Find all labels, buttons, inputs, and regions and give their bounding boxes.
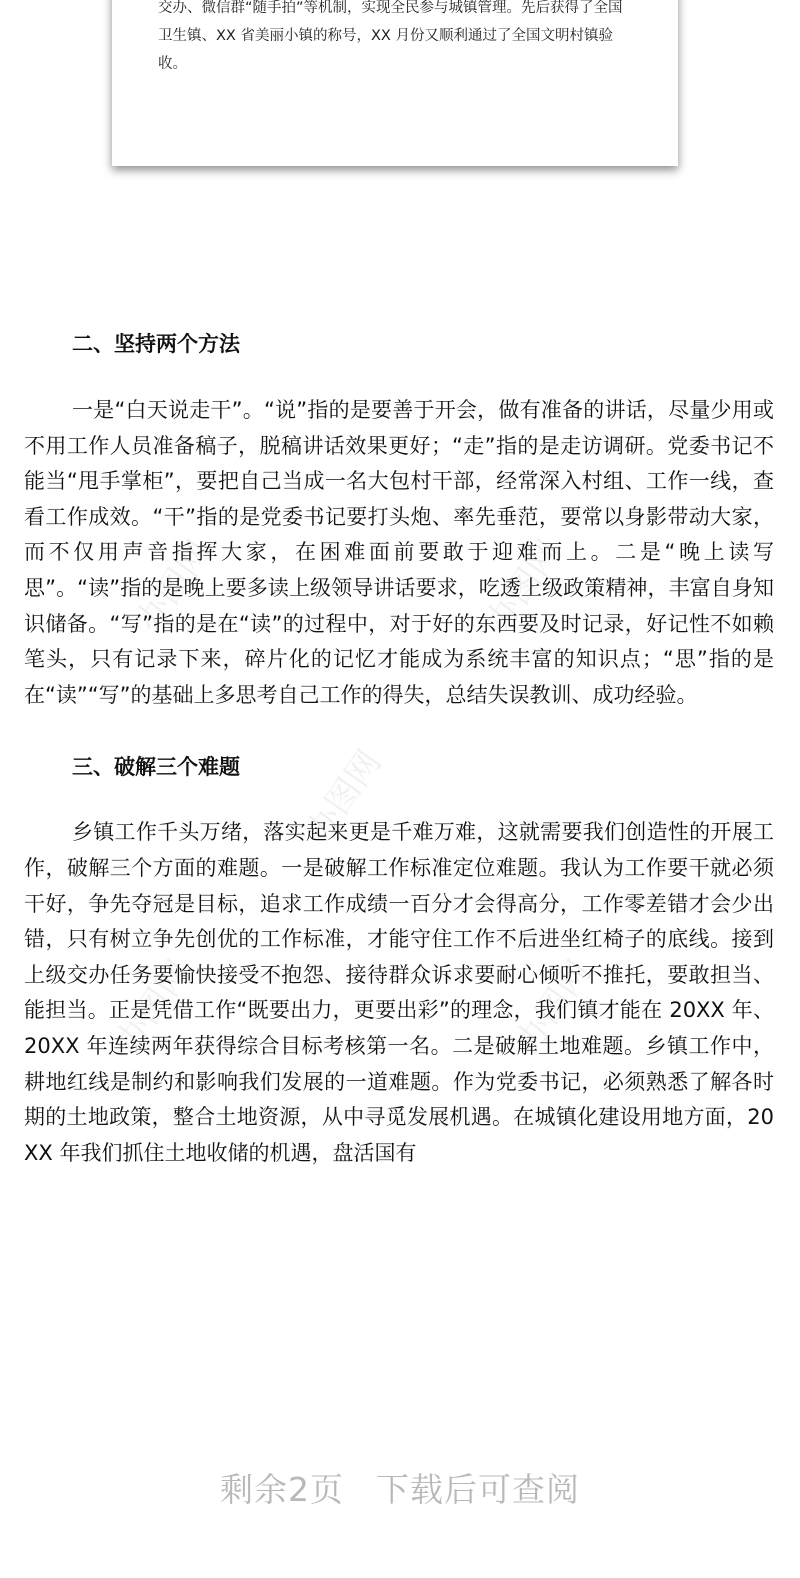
previous-page-card: [112, 0, 678, 166]
card-paragraph: 交办、微信群“随手拍”等机制，实现全民参与城镇管理。先后获得了全国卫生镇、XX 省美丽小镇的称号，XX 月份又顺利通过了全国文明村镇验收。: [158, 0, 623, 72]
download-to-read-label: 下载后可查阅: [376, 1470, 580, 1509]
section-heading: 三、破解三个难题: [72, 755, 240, 780]
section-paragraph: 一是“白天说走干”。“说”指的是要善于开会，做有准备的讲话，尽量少用或不用工作人员准备稿子，脱稿讲话效果更好；“走”指的是走访调研。党委书记不能当“甩手掌柜”，要把自己当成一名大包村干部，经常深入村组、工作一线，查看工作成效。“干”指的是党委书记要打头炮、率先垂范，要常以身影带动大家，而不仅用声音指挥大家，在困难面前要敢于迎难而上。二是“晚上读写思”。“读”指的是晚上要多读上级领导讲话要求，吃透上级政策精神，丰富自身知识储备。“写”指的是在“读”的过程中，对于好的东西要及时记录，好记性不如赖笔头，只有记录下来，碎片化的记忆才能成为系统丰富的知识点；“思”指的是在“读”“写”的基础上多思考自己工作的得失，总结失误教训、成功经验。: [24, 398, 774, 707]
watermark: 办图网: [108, 953, 200, 1060]
document-body: [24, 324, 774, 1171]
download-prompt[interactable]: [0, 1468, 800, 1512]
watermark: 办图网: [478, 533, 570, 640]
section-paragraph: 乡镇工作千头万绪，落实起来更是千难万难，这就需要我们创造性的开展工作，破解三个方面的难题。一是破解工作标准定位难题。我认为工作要干就必须干好，争先夺冠是目标，追求工作成绩一百分才会得高分，工作零差错才会少出错，只有树立争先创优的工作标准，才能守住工作不后进坐红椅子的底线。接到上级交办任务要愉快接受不抱怨、接待群众诉求要耐心倾听不推托，要敢担当、能担当。正是凭借工作“既要出力，更要出彩”的理念，我们镇才能在 20XX 年、20XX 年连续两年获得综合目标考核第一名。二是破解土地难题。乡镇工作中，耕地红线是制约和影响我们发展的一道难题。作为党委书记，必须熟悉了解各时期的土地政策，整合土地资源，从中寻觅发展机遇。在城镇化建设用地方面，20XX 年我们抓住土地收储的机遇，盘活国有: [24, 820, 774, 1165]
section-heading: 二、坚持两个方法: [72, 332, 240, 356]
watermark: 办图网: [508, 953, 600, 1060]
remaining-pages-label: 剩余2页: [220, 1470, 344, 1509]
watermark: 办图网: [128, 533, 220, 640]
watermark: 办图网: [298, 743, 390, 850]
